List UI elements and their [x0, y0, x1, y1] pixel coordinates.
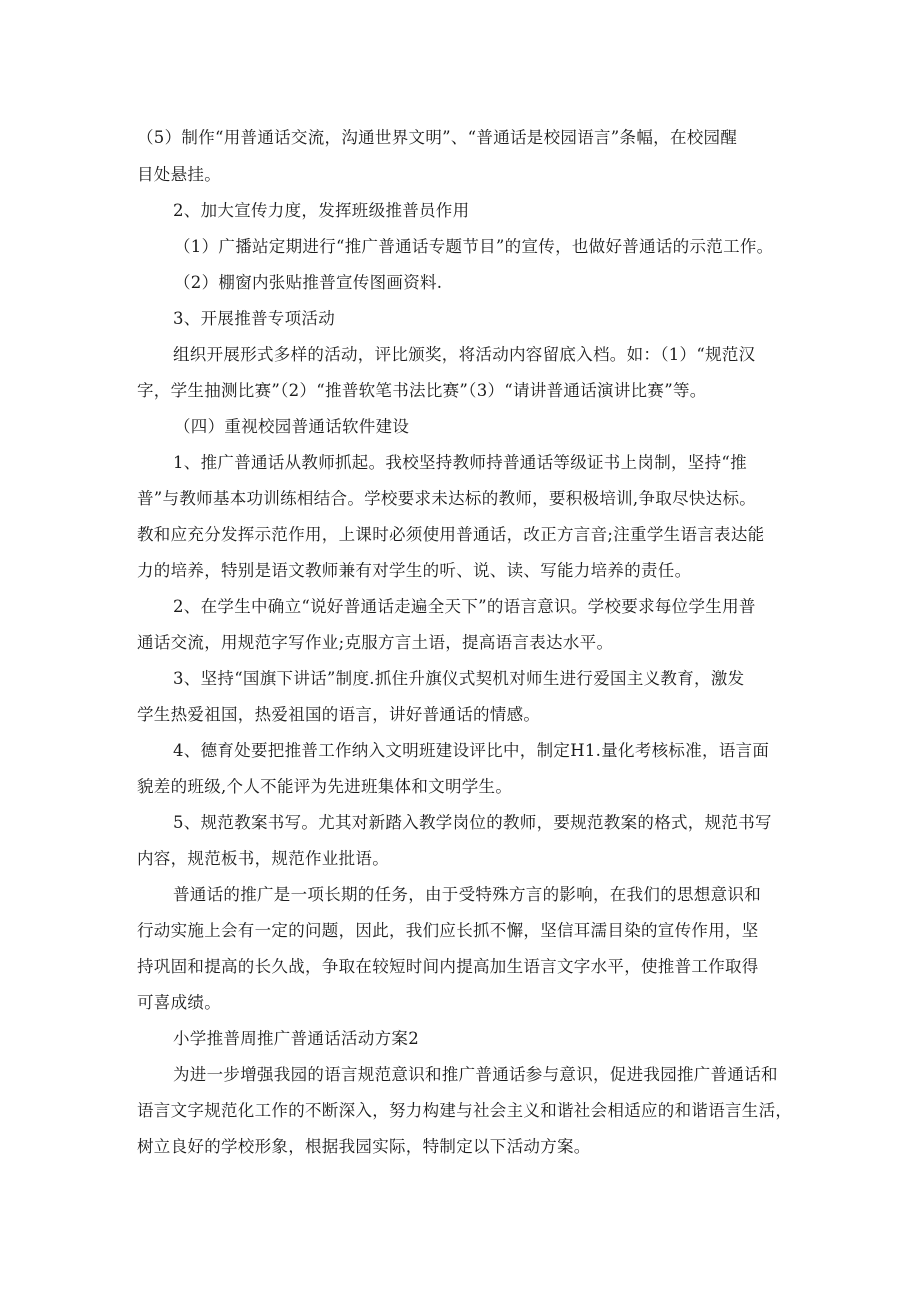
paragraph-line: 2、在学生中确立“说好普通话走遍全天下”的语言意识。学校要求每位学生用普 [173, 597, 756, 616]
paragraph-line: 行动实施上会有一定的问题，因此，我们应长抓不懈，坚信耳濡目染的宣传作用，坚 [137, 921, 759, 940]
section-heading: 3、开展推普专项活动 [173, 309, 335, 328]
paragraph-line: 学生热爱祖国，热爱祖国的语言，讲好普通话的情感。 [137, 705, 541, 724]
paragraph-line: 貌差的班级,个人不能评为先进班集体和文明学生。 [137, 777, 513, 796]
paragraph-line: 5、规范教案书写。尤其对新踏入教学岗位的教师，要规范教案的格式，规范书写 [173, 813, 772, 832]
paragraph-line: （2）棚窗内张贴推普宣传图画资料. [174, 273, 443, 292]
paragraph-line: （1）广播站定期进行“推广普通话专题节目”的宣传，也做好普通话的示范工作。 [174, 237, 774, 256]
paragraph-line: 组织开展形式多样的活动，评比颁奖，将活动内容留底入档。如：（1）“规范汉 [173, 345, 756, 364]
paragraph-line: 3、坚持“国旗下讲话”制度.抓住升旗仪式契机对师生进行爱国主义教育，激发 [173, 669, 745, 688]
paragraph-line: 可喜成绩。 [137, 993, 221, 1012]
paragraph-line: 字，学生抽测比赛”（2）“推普软笔书法比赛”（3）“请讲普通话演讲比赛”等。 [137, 381, 707, 400]
document-title: 小学推普周推广普通话活动方案2 [173, 1029, 419, 1048]
paragraph-line: 普”与教师基本功训练相结合。学校要求未达标的教师，要积极培训,争取尽快达标。 [137, 489, 757, 508]
paragraph-line: 普通话的推广是一项长期的任务，由于受特殊方言的影响，在我们的思想意识和 [173, 885, 761, 904]
section-heading: 2、加大宣传力度，发挥班级推普员作用 [173, 201, 470, 220]
paragraph-line: 持巩固和提高的长久战，争取在较短时间内提高加生语言文字水平，使推普工作取得 [137, 957, 759, 976]
paragraph-line: 语言文字规范化工作的不断深入，努力构建与社会主义和谐社会相适应的和谐语言生活， [137, 1101, 793, 1120]
paragraph-line: 为进一步增强我园的语言规范意识和推广普通话参与意识，促进我园推广普通话和 [173, 1065, 778, 1084]
paragraph-line: 目处悬挂。 [137, 165, 221, 184]
paragraph-line: 1、推广普通话从教师抓起。我校坚持教师持普通话等级证书上岗制，坚持“推 [173, 453, 747, 472]
paragraph-line: 树立良好的学校形象，根据我园实际，特制定以下活动方案。 [137, 1137, 591, 1156]
paragraph-line: 教和应充分发挥示范作用，上课时必须使用普通话，改正方言音;注重学生语言表达能 [137, 525, 765, 544]
paragraph-line: 力的培养，特别是语文教师兼有对学生的听、说、读、写能力培养的责任。 [137, 561, 692, 580]
paragraph-line: 内容，规范板书，规范作业批语。 [137, 849, 389, 868]
section-heading: （四）重视校园普通话软件建设 [174, 417, 410, 436]
paragraph-line: 通话交流，用规范字写作业;克服方言土语，提高语言表达水平。 [137, 633, 614, 652]
paragraph-line: （5）制作“用普通话交流，沟通世界文明”、“普通话是校园语言”条幅，在校园醒 [137, 128, 738, 147]
paragraph-line: 4、德育处要把推普工作纳入文明班建设评比中，制定H1.量化考核标准，语言面 [173, 741, 770, 760]
